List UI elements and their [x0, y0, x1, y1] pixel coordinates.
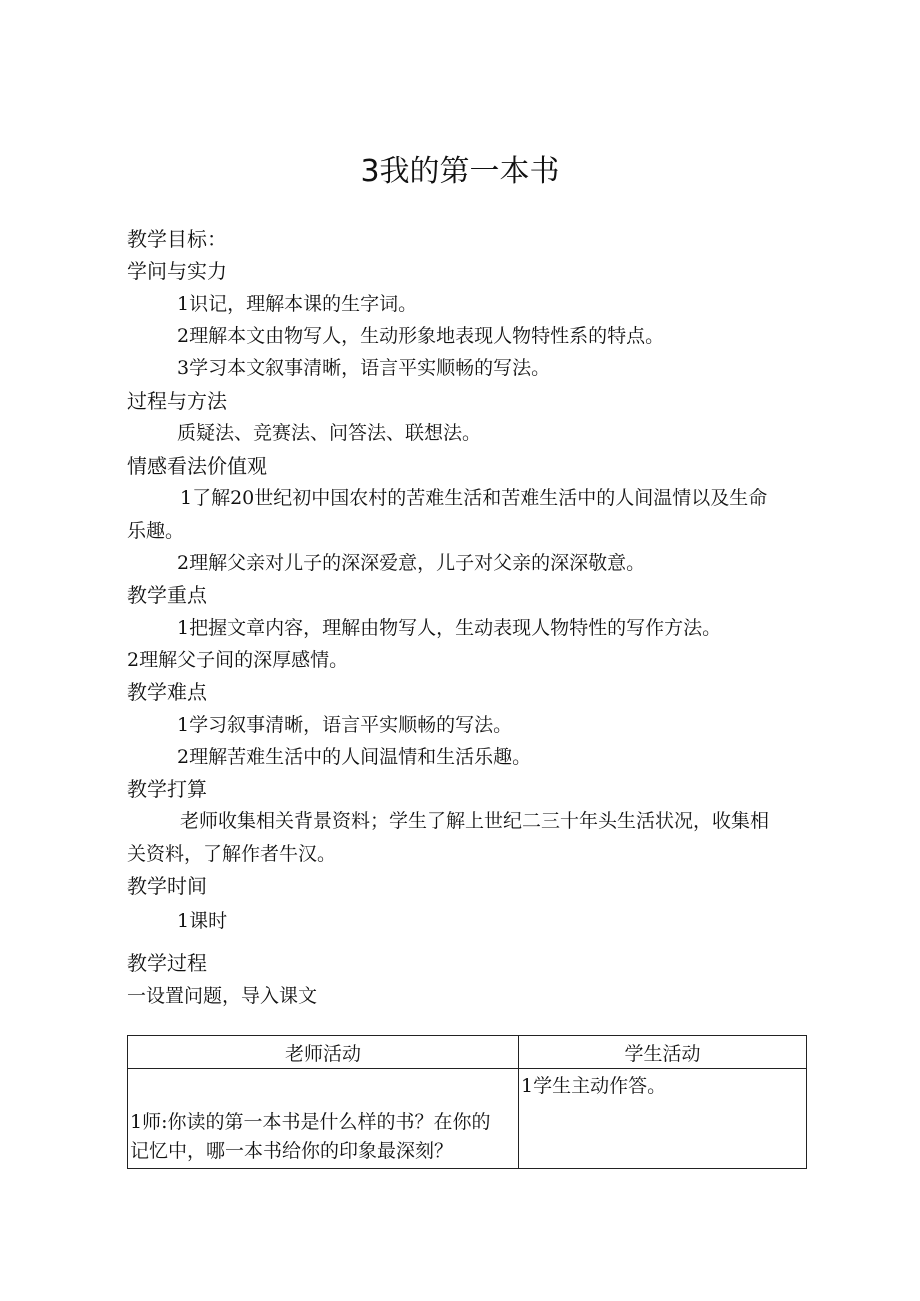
emotion-item-line: 1了解20世纪初中国农村的苦难生活和苦难生活中的人间温情以及生命 [180, 487, 768, 509]
difficulty-item: 1学习叙事清晰，语言平实顺畅的写法。 [177, 714, 513, 736]
knowledge-heading: 学问与实力 [127, 259, 227, 283]
key-heading: 教学重点 [127, 583, 207, 607]
student-activity-cell [519, 1069, 807, 1169]
procedure-heading: 教学过程 [127, 951, 207, 975]
knowledge-item: 1识记，理解本课的生字词。 [177, 293, 418, 315]
table-row [128, 1069, 807, 1169]
emotion-item-line: 乐趣。 [127, 520, 185, 542]
prep-text-line: 老师收集相关背景资料；学生了解上世纪二三十年头生活状况，收集相 [180, 810, 770, 832]
emotion-heading: 情感看法价值观 [127, 454, 267, 478]
time-value: 1课时 [177, 910, 228, 932]
step-heading: 一设置问题，导入课文 [127, 985, 318, 1007]
process-text: 质疑法、竞赛法、问答法、联想法。 [177, 422, 482, 444]
teacher-activity-line: 1师:你读的第一本书是什么样的书？在你的 [130, 1111, 491, 1133]
prep-heading: 教学打算 [127, 777, 207, 801]
page-title: 3我的第一本书 [360, 154, 560, 189]
difficulty-heading: 教学难点 [127, 680, 207, 704]
teacher-activity-cell [128, 1069, 519, 1169]
student-activity-header: 学生活动 [519, 1036, 807, 1069]
teacher-activity-line: 记忆中，哪一本书给你的印象最深刻？ [130, 1140, 454, 1162]
prep-text-line: 关资料，了解作者牛汉。 [127, 843, 337, 865]
student-activity-text: 1学生主动作答。 [521, 1075, 667, 1097]
key-item: 2理解父子间的深厚感情。 [127, 649, 349, 671]
teacher-activity-header: 老师活动 [128, 1036, 519, 1069]
objectives-heading: 教学目标： [127, 227, 227, 251]
table-header-row [128, 1036, 807, 1069]
difficulty-item: 2理解苦难生活中的人间温情和生活乐趣。 [177, 746, 532, 768]
activity-table [127, 1035, 807, 1169]
knowledge-item: 3学习本文叙事清晰，语言平实顺畅的写法。 [177, 357, 551, 379]
key-item: 1把握文章内容，理解由物写人，生动表现人物特性的写作方法。 [177, 617, 722, 639]
knowledge-item: 2理解本文由物写人，生动形象地表现人物特性系的特点。 [177, 325, 665, 347]
time-heading: 教学时间 [127, 874, 207, 898]
process-heading: 过程与方法 [127, 389, 227, 413]
emotion-item: 2理解父亲对儿子的深深爱意，儿子对父亲的深深敬意。 [177, 552, 646, 574]
